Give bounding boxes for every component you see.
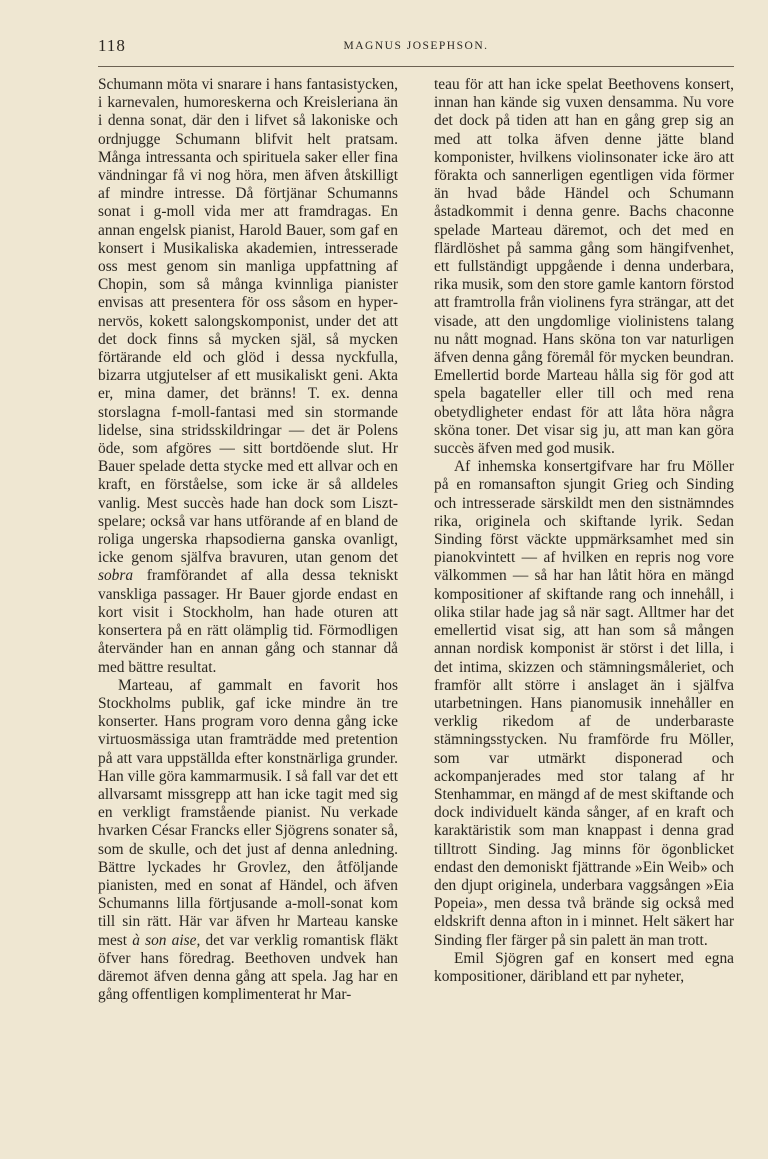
italic-term: sobra [98,567,134,585]
page-header [98,36,734,60]
left-column [98,76,398,1004]
page-number: 118 [98,36,126,55]
running-head: MAGNUS JOSEPHSON. [343,40,489,52]
italic-term: à son aise, [132,931,201,949]
text-run: framförandet af alla dessa tekniskt vanskliga passager. Hr Bauer gjorde endast en kort visit i Stockholm, han hade oturen att konsertera på en rätt olämplig tid. Förmodligen återvänder han en annan gång och stannar då med bättre resultat. [98,567,398,676]
text-run: Marteau, af gammalt en favorit hos Stockholms publik, gaf icke mindre än tre konserter. Hans program voro denna gång icke virtuosmässiga utan framträdde med pretention på att vara uppställda efter konstnärliga grunder. Han ville göra kammarmusik. I så fall var det ett allvarsamt missgrepp att han icke tagit med sig en verkligt framstående pianist. Nu verkade hvarken César Francks eller Sjögrens sonater så, som de skulle, och det just af denna anledning. Bättre lyckades hr Grovlez, den åtföljande pianisten, med en sonat af Händel, och äfven Schumanns lilla förtjusande a-moll-sonat kom till sin rätt. Här var äfven hr Marteau kanske mest [98,676,398,949]
right-column [434,76,734,986]
paragraph: Af inhemska konsertgifvare har fru Möller på en romansafton sjungit Grieg och Sinding och intresserade särskildt men den sistnämndes rika, originela och skiftande lyrik. Sedan Sinding först väckte uppmärksamhet med sin pianokvintett — af hvilken en repris nog vore välkommen — så har han låtit höra en mängd kompositioner af skiftande rang och innehåll, i olika stilar hade jag så när sagt. Alltmer har det emellertid visat sig, att han som så mången annan nordisk komponist är störst i det lilla, i det intima, skizzen och stämningsmåleriet, och framför allt större i anslaget än i själfva utarbetningen. Hans pianomusik innehåller en verklig rikedom af de underbaraste stämningsstycken. Nu framförde fru Möller, som var utmärkt disponerad och ackompanjerades med stor talang af hr Stenhammar, en mängd af de mest skiftande och dock individuelt kända sånger, af en kraft och karaktäristik som man knappast i denna grad tilltrott Sinding. Jag minns för ögonblicket endast den demoniskt fjättrande »Ein Weib» och den djupt originela, underbara vaggsången »Eia Popeia», men dessa två brände sig också med eldskrift denna afton in i minnet. Helt säkert har Sinding fler färger på sin palett än man trott. [434,458,734,949]
paragraph [98,76,398,677]
paragraph: Emil Sjögren gaf en konsert med egna kompositioner, däribland ett par nyheter, [434,949,734,985]
paragraph: teau för att han icke spelat Beethovens konsert, innan han kände sig vuxen densamma. Nu vore det dock på tiden att han en gång grep sig an med att tolka äfven denne jätte bland komponister, hvilkens violinsonater icke äro att förakta och sannerligen egentligen vida förmer än hvad både Händel och Schumann åstadkommit i denna genre. Bachs chaconne spelade Marteau däremot, och det med en flärdlöshet på samma gång som hängifvenhet, ett fullständigt uppgående i denna underbara, rika musik, som den store gamle kantorn förstod att framtrolla från violinens fyra strängar, att det visade, att den ungdomlige violinistens talang nu nått mognad. Hans sköna ton var naturligen äfven denna gång föremål för mycken beundran. Emellertid borde Marteau hålla sig för god att spela bagateller eller till och med rena obetydligheter endast för att låta höra några sköna toner. Det visar sig ju, att man kan göra succès äfven med god musik. [434,76,734,458]
paragraph [98,677,398,1005]
text-run: Schumann möta vi snarare i hans fantasistycken, i karnevalen, humoreskerna och Kreisleriana än i denna sonat, där den i lifvet så lakoniske och ordnjugge Schumann blifvit helt pratsam. Många intressanta och spirituela saker eller fina vändningar få vi nog höra, men äfven åtskilligt af mindre intresse. Då förtjänar Schumanns sonat i g-moll vida mer att framdragas. En annan engelsk pianist, Harold Bauer, som gaf en konsert i Musikaliska akademien, intresserade oss mest genom sin manliga uppfattning af Chopin, som så många kvinnliga pianister envisas att presentera för oss såsom en hyper-nervös, kokett salongskomponist, under det att det dock finns så mycken själ, så mycken förtärande eld och glöd i dessa nyckfulla, bizarra utgjutelser af ett musikaliskt geni. Akta er, mina damer, det bränns! T. ex. denna storslagna f-moll-fantasi med sin stormande lidelse, sina stridsskildringar — det är Polens öde, som afgöres — sitt bortdöende slut. Hr Bauer spelade detta stycke med ett allvar och en kraft, en förståelse, som icke är så alldeles vanlig. Mest succès hade han dock som Liszt-spelare; också var hans utförande af en bland de roliga ungerska rhapsodierna ganska ovanligt, icke genom själfva bravuren, utan genom det [98,76,398,567]
text-run: det var verklig romantisk fläkt öfver hans föredrag. Beethoven undvek han däremot äfven denna gång att spela. Jag har en gång offentligen komplimenterat hr Mar- [98,931,398,1004]
header-rule [98,66,734,67]
